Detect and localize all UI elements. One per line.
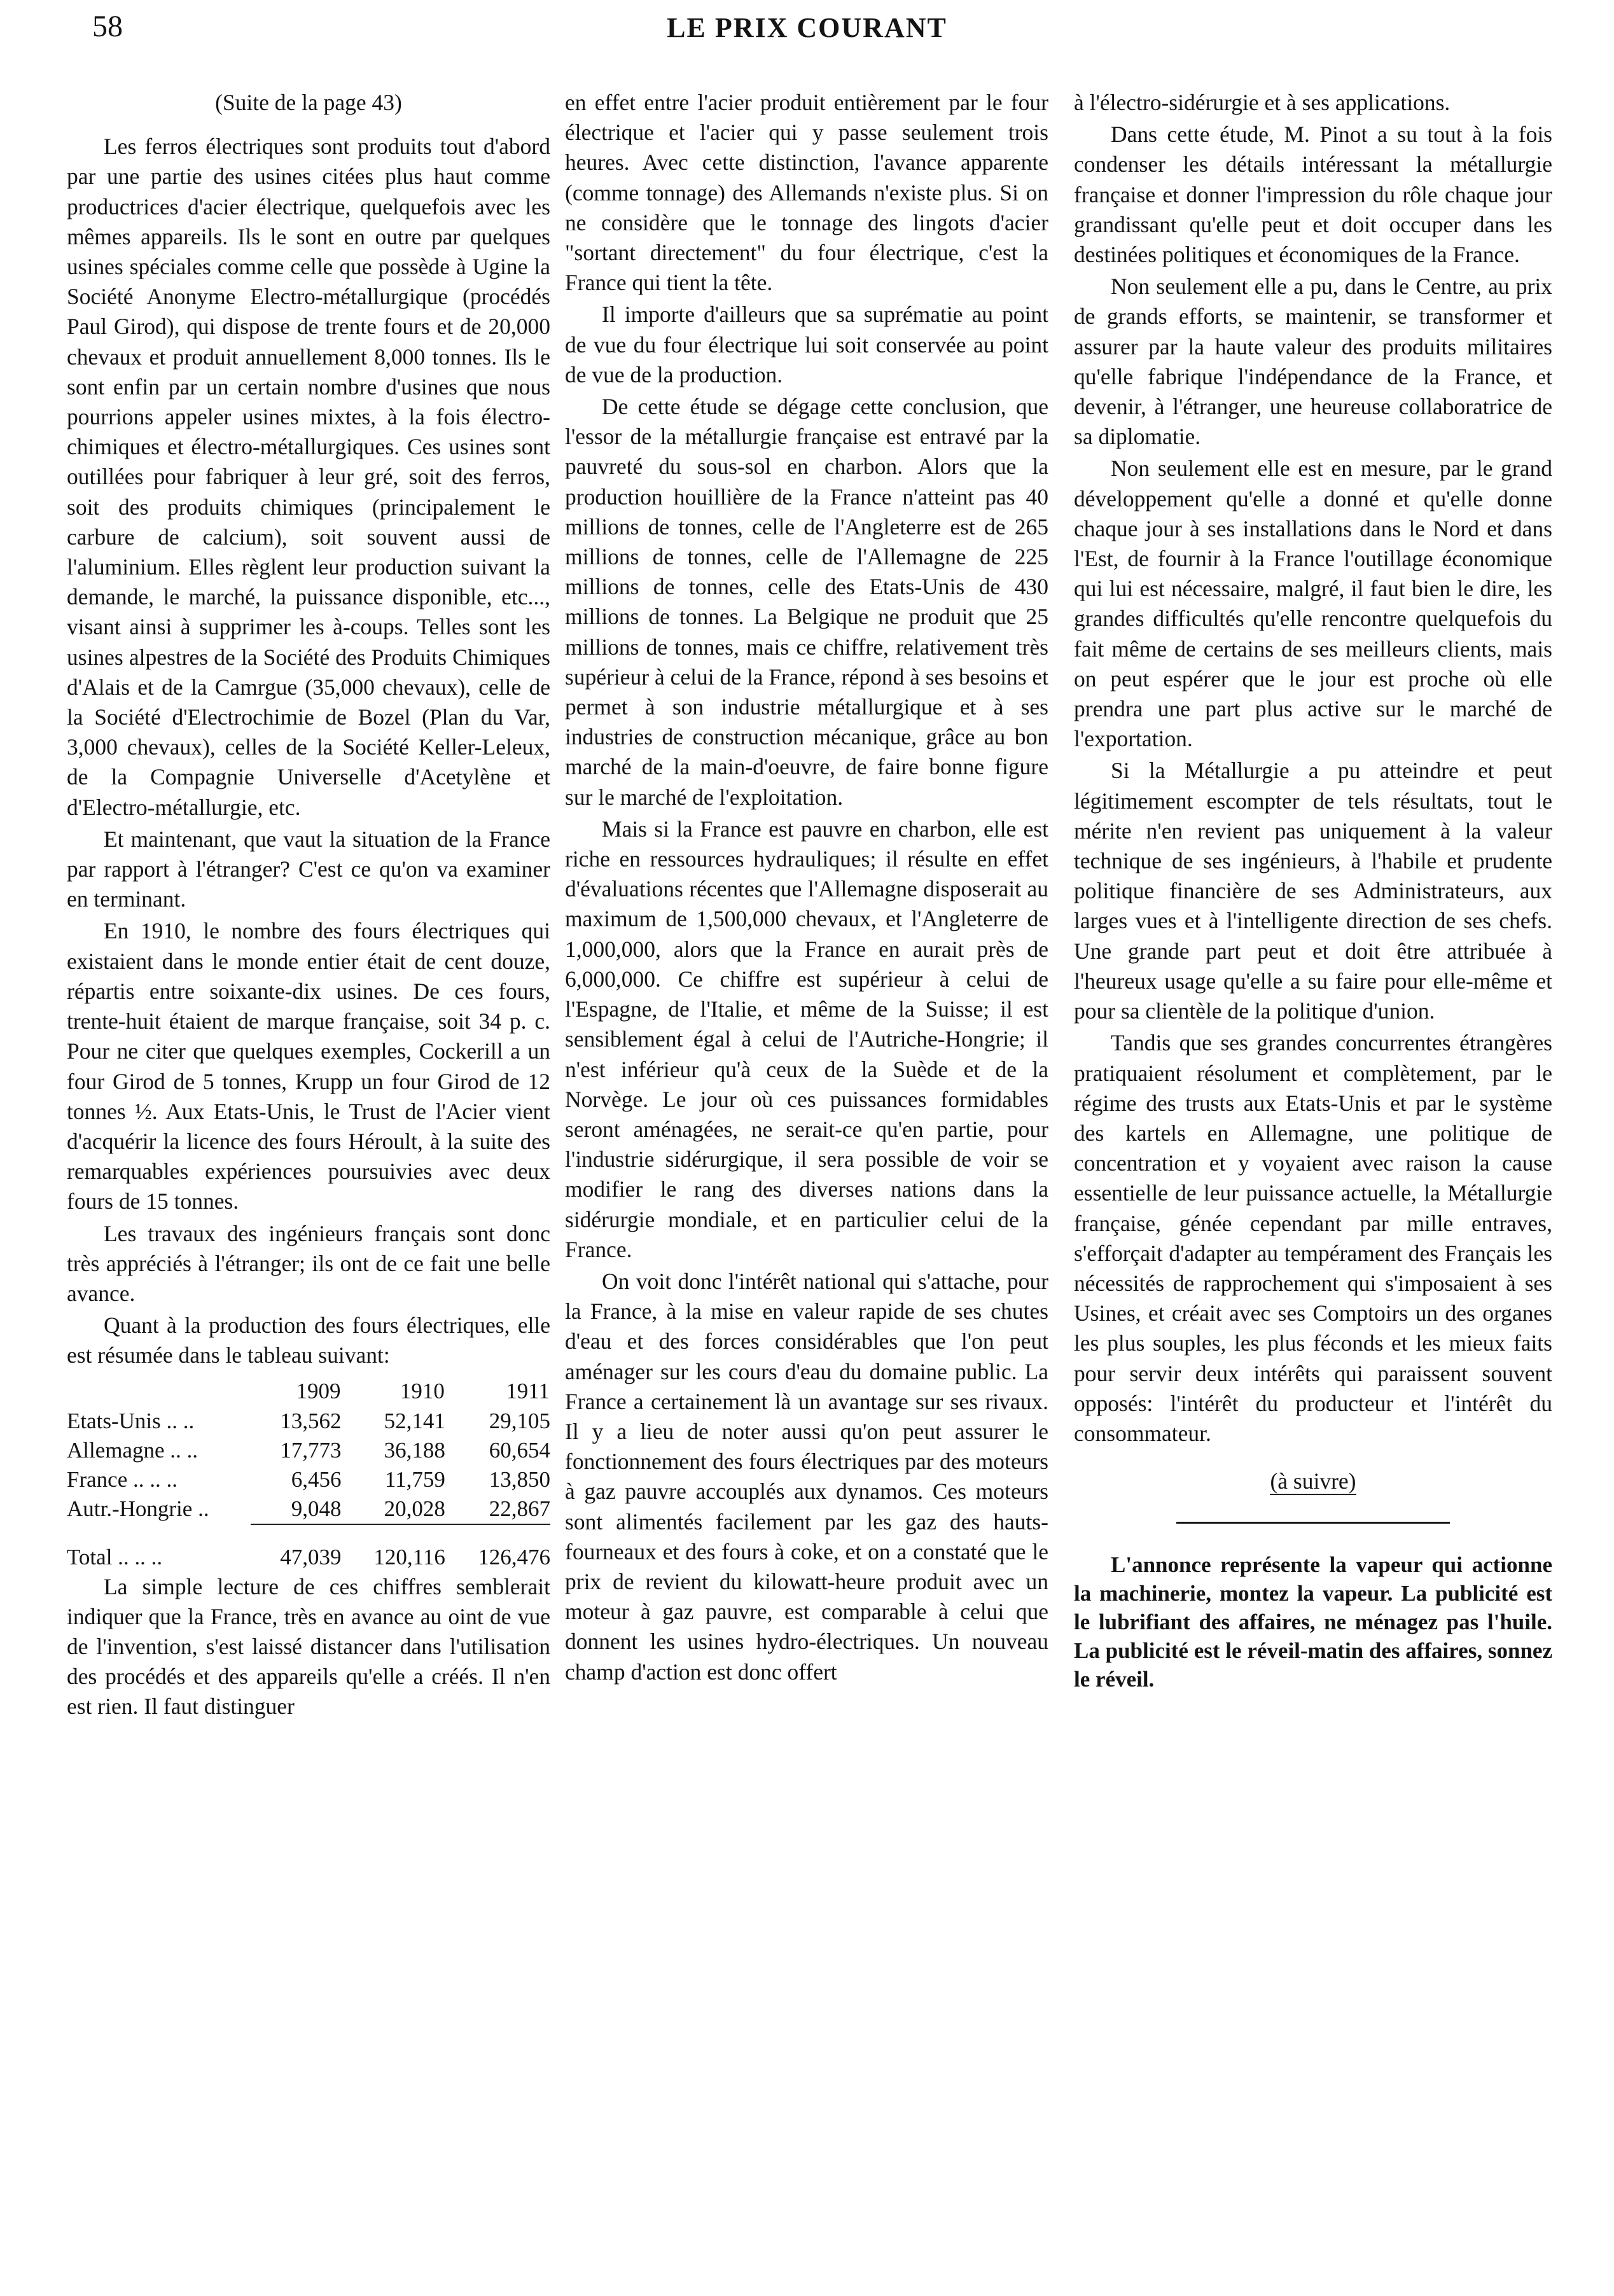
- value-cell: 17,773: [280, 1437, 342, 1463]
- advertising-slogan: L'annonce représente la vapeur qui actionne la machinerie, montez la vapeur. La publicité est le lubrifiant des affaires, ne ménagez pas l'huile. La publicité est le réveil-matin des affaires, sonnez le réveil.: [1074, 1552, 1552, 1692]
- paragraph: Les travaux des ingénieurs français sont donc très appréciés à l'étranger; ils ont de ce fait une belle avance.: [67, 1220, 550, 1306]
- paragraph: Il importe d'ailleurs que sa suprématie au point de vue du four électrique lui soit conservée au point de vue de la production.: [565, 302, 1048, 387]
- value-cell: 52,141: [384, 1408, 445, 1433]
- column-1: [67, 88, 550, 1724]
- year-header: 1911: [506, 1378, 550, 1403]
- table-header-row: [67, 1376, 550, 1407]
- paragraph: Tandis que ses grandes concurrentes étrangères pratiquaient résolument et complètement, par le régime des trusts aux Etats-Unis et par le système des kartels en Allemagne, une politique de concentration et y voyaient avec raison la cause essentielle de leur puissance actuelle, la Métallurgie française, génée cependant par mille entraves, s'efforçait d'adapter au tempérament des Français les nécessités de rapprochement qui s'imposaient à ses Usines, et créait avec ses Comptoirs un des organes les plus souples, les plus féconds et les mieux faits pour servir deux intérêts qui paraissent souvent opposés: l'intérêt du producteur et l'intérêt du consommateur.: [1074, 1030, 1552, 1446]
- value-cell: 36,188: [384, 1437, 445, 1463]
- paragraph: On voit donc l'intérêt national qui s'attache, pour la France, à la mise en valeur rapide de ses chutes d'eau et des forces considérables que l'on peut aménager sur les cours d'eau du domaine public. La France a certainement là un avantage sur ses rivaux. Il y a lieu de noter aussi qu'on peut assurer le fonctionnement des fours électriques par des moteurs à gaz pauvre accouplés aux dynamos. Ces moteurs sont alimentés facilement par les gaz des hauts-fourneaux et des fours à coke, et on a constaté que le prix de revient du kilowatt-heure produit avec un moteur à gaz pauvre, est comparable à celui que donnent les usines hydro-électriques. Un nouveau champ d'action est donc offert: [565, 1268, 1048, 1685]
- value-cell: 13,850: [489, 1466, 550, 1492]
- paragraph: Dans cette étude, M. Pinot a su tout à la fois condenser les détails intéressant la métallurgie française et donner l'impression du rôle chaque jour grandissant qu'elle peut et doit occuper dans les destinées politiques et économiques de la France.: [1074, 122, 1552, 268]
- paragraph: Les ferros électriques sont produits tout d'abord par une partie des usines citées plus haut comme productrices d'acier électrique, quelquefois avec les mêmes appareils. Ils le sont en outre par quelques usines spéciales comme celle que possède à Ugine la Société Anonyme Electro-métallurgique (procédés Paul Girod), qui dispose de trente fours et de 20,000 chevaux et produit annuellement 8,000 tonnes. Ils le sont enfin par un certain nombre d'usines que nous pourrions appeler usines mixtes, à la fois électro-chimiques et électro-métallurgiques. Ces usines sont outillées pour fabriquer à leur gré, soit des ferros, soit des produits chimiques (principalement le carbure de calcium), soit souvent aussi de l'aluminium. Elles règlent leur production suivant la demande, le marché, la puissance disponible, etc..., visant ainsi à supprimer les à-coups. Telles sont les usines alpestres de la Société des Produits Chimiques d'Alais et de la Camrgue (35,000 chevaux), celle de la Société d'Electrochimie de Bozel (Plan du Var, 3,000 chevaux), celles de la Société Keller-Leleux, de la Compagnie Universelle d'Acetylène et d'Electro-métallurgie, etc.: [67, 134, 550, 820]
- divider-rule: [1176, 1522, 1450, 1524]
- table-spacer-row: [67, 1525, 550, 1543]
- table-row: [67, 1436, 550, 1465]
- paragraph: en effet entre l'acier produit entièrement par le four électrique et l'acier qui y passe seulement trois heures. Avec cette distinction, l'avance apparente (comme tonnage) des Allemands n'existe plus. Si on ne considère que le tonnage des lingots d'acier "sortant directement" du four électrique, c'est la France qui tient la tête.: [565, 90, 1048, 296]
- value-cell: 22,867: [489, 1496, 550, 1521]
- column-3: [1074, 88, 1552, 1695]
- total-value: 47,039: [280, 1544, 342, 1569]
- table-row: [67, 1407, 550, 1436]
- value-cell: 6,456: [291, 1466, 342, 1492]
- column-2: [565, 88, 1048, 1689]
- continued-from-heading: (Suite de la page 43): [215, 90, 402, 115]
- country-cell: Allemagne .. ..: [67, 1437, 198, 1463]
- paragraph: Quant à la production des fours électriques, elle est résumée dans le tableau suivant:: [67, 1312, 550, 1368]
- total-label: Total .. .. ..: [67, 1544, 163, 1569]
- paragraph: Non seulement elle est en mesure, par le grand développement qu'elle a donné et qu'elle donne chaque jour à ses installations dans le Nord et dans l'Est, de fournir à la France l'outillage économique qui lui est nécessaire, malgré, il faut bien le dire, les grandes difficultés qu'elle rencontre quelquefois du fait même de certains de ses meilleurs clients, mais on peut espérer que le jour est proche où elle prendra une part plus active sur le marché de l'exportation.: [1074, 456, 1552, 752]
- country-cell: Etats-Unis .. ..: [67, 1408, 195, 1433]
- paragraph: Non seulement elle a pu, dans le Centre, au prix de grands efforts, se maintenir, se transformer et assurer par la haute valeur des produits militaires qu'elle fabrique l'indépendance de la France, et devenir, à l'étranger, une heureuse collaboratrice de sa diplomatie.: [1074, 274, 1552, 450]
- paragraph: Si la Métallurgie a pu atteindre et peut légitimement escompter de tels résultats, tout le mérite n'en revient pas uniquement à la valeur technique de ses ingénieurs, à l'habile et prudente politique financière de ses Administrateurs, aux larges vues et à l'intelligente direction de ses chefs. Une grande part peut et doit être attribuée à l'heureux usage qu'elle a su faire pour elle-même et pour sa clientèle de la politique d'union.: [1074, 758, 1552, 1024]
- value-cell: 20,028: [384, 1496, 445, 1521]
- paragraph: En 1910, le nombre des fours électriques qui existaient dans le monde entier était de cent douze, répartis entre soixante-dix usines. De ces fours, trente-huit étaient de marque française, soit 34 p. c. Pour ne citer que quelques exemples, Cockerill a un four Girod de 5 tonnes, Krupp un four Girod de 12 tonnes ½. Aux Etats-Unis, le Trust de l'Acier vient d'acquérir la licence des fours Héroult, à la suite des remarquables expériences poursuivies avec deux fours de 15 tonnes.: [67, 918, 550, 1214]
- table-total-row: [67, 1543, 550, 1572]
- value-cell: 9,048: [291, 1496, 342, 1521]
- production-table: [67, 1376, 550, 1572]
- value-cell: 11,759: [384, 1466, 445, 1492]
- total-value: 120,116: [373, 1544, 445, 1569]
- table-row: [67, 1494, 550, 1524]
- paragraph: De cette étude se dégage cette conclusion, que l'essor de la métallurgie française est entravé par la pauvreté du sous-sol en charbon. Alors que la production houillière de la France n'atteint pas 40 millions de tonnes, celle de l'Angleterre est de 265 millions de tonnes, celle de l'Allemagne de 225 millions de tonnes, celle des Etats-Unis de 430 millions de tonnes. La Belgique ne produit que 25 millions de tonnes, mais ce chiffre, relativement très supérieur à celui de la France, répond à ses besoins et permet à son industrie métallurgique et à ses industries de construction mécanique, grâce au bon marché de la main-d'oeuvre, de faire bonne figure sur le marché de l'exploitation.: [565, 394, 1049, 810]
- table-corner: [67, 1376, 251, 1407]
- country-cell: France .. .. ..: [67, 1466, 177, 1492]
- table-row: [67, 1465, 550, 1494]
- year-header: 1910: [400, 1378, 445, 1403]
- to-be-continued-label: (à suivre): [1270, 1468, 1356, 1494]
- total-value: 126,476: [478, 1544, 550, 1569]
- paragraph: à l'électro-sidérurgie et à ses applications.: [1074, 90, 1451, 115]
- paragraph: Et maintenant, que vaut la situation de la France par rapport à l'étranger? C'est ce qu'on va examiner en terminant.: [67, 826, 550, 912]
- journal-title: LE PRIX COURANT: [667, 12, 947, 43]
- year-header: 1909: [296, 1378, 341, 1403]
- paragraph: Mais si la France est pauvre en charbon, elle est riche en ressources hydrauliques; il résulte en effet d'évaluations récentes que l'Allemagne disposerait au maximum de 1,500,000 chevaux, et l'Angleterre de 1,000,000, alors que la France en aurait près de 6,000,000. Ce chiffre est supérieur à celui de l'Espagne, de l'Italie, et même de la Suisse; il est sensiblement égal à celui de l'Autriche-Hongrie; il n'est inférieur qu'à ceux de la Suède et de la Norvège. Le jour où ces puissances formidables seront aménagées, ne serait-ce qu'en partie, pour l'industrie sidérurgique, il sera possible de voir se modifier le rang des diverses nations dans la sidérurgie mondiale, et en particulier celui de la France.: [565, 816, 1048, 1262]
- country-cell: Autr.-Hongrie ..: [67, 1496, 209, 1522]
- page-number: 58: [92, 10, 123, 43]
- value-cell: 60,654: [489, 1437, 550, 1463]
- value-cell: 13,562: [280, 1408, 342, 1433]
- value-cell: 29,105: [489, 1408, 550, 1433]
- paragraph: La simple lecture de ces chiffres semblerait indiquer que la France, très en avance au oint de vue de l'invention, s'est laissé distancer dans l'utilisation des procédés et des appareils qu'elle a créés. Il n'en est rien. Il faut distinguer: [67, 1573, 550, 1720]
- to-be-continued: [1074, 1466, 1552, 1496]
